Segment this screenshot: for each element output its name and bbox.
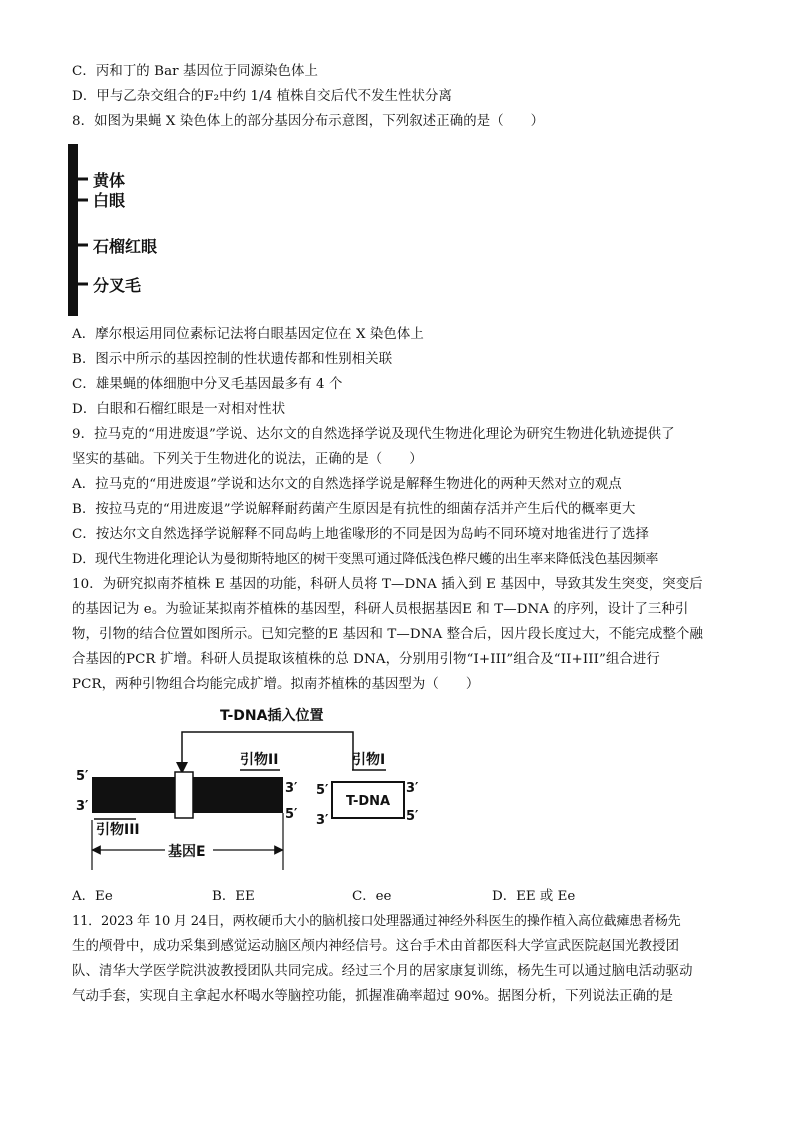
q11-stem-line-3: 队、清华大学医学院洪波教授团队共同完成。经过三个月的居家康复训练，杨先生可以通过脑电活动驱动 [72,964,693,979]
tdna-primer-figure [70,702,440,878]
tdna-left-bottom-end: 3′ [316,813,329,828]
q10-stem-line-4: 合基因的PCR 扩增。科研人员提取该植株的总 DNA，分别用引物“I+III”组合及“II+III”组合进行 [72,652,660,667]
gene-e-label: 基因E [168,844,206,860]
q7-option-d: D．甲与乙杂交组合的F₂中约 1/4 植株自交后代不发生性状分离 [72,89,453,104]
tdna-left-top-end: 5′ [316,783,329,798]
q7-option-c: C．丙和丁的 Bar 基因位于同源染色体上 [72,64,318,79]
q11-stem-line-2: 生的颅骨中，成功采集到感觉运动脑区颅内神经信号。这台手术由首都医科大学宣武医院赵国光教授团 [72,939,680,954]
q10-options [72,887,732,907]
q9-option-d: D．现代生物进化理论认为曼彻斯特地区的树干变黑可通过降低浅色桦尺蠖的出生率来降低浅色基因频率 [72,552,659,567]
gene-e-right-bottom-end: 5′ [285,807,298,822]
q10-option-a: A．Ee [72,889,113,904]
tdna-right-bottom-end: 5′ [406,809,419,824]
primer-3-label: 引物III [96,822,140,838]
q10-stem-line-2: 的基因记为 e。为验证某拟南芥植株的基因型，科研人员根据基因E 和 T—DNA 的序列，设计了三种引 [72,602,689,617]
q10-option-d: D．EE 或 Ee [492,889,576,904]
q10-option-c: C．ee [352,889,392,904]
tdna-box-label: T-DNA [346,794,391,809]
tdna-right-top-end: 3′ [406,781,419,796]
gene-label-2: 白眼 [93,191,126,210]
chromosome-bar [68,144,78,316]
primer-1-label: 引物I [352,752,386,768]
q9-option-b: B．按拉马克的“用进废退”学说解释耐药菌产生原因是有抗性的细菌存活并产生后代的概率更大 [72,502,636,517]
q8-option-a: A．摩尔根运用同位素标记法将白眼基因定位在 X 染色体上 [72,327,424,342]
gene-e-left-bottom-end: 3′ [76,799,89,814]
insertion-label: T-DNA插入位置 [220,708,324,724]
primer-2-label: 引物II [240,752,279,768]
q9-option-c: C．按达尔文自然选择学说解释不同岛屿上地雀喙形的不同是因为岛屿不同环境对地雀进行了选择 [72,527,649,542]
q11-stem-line-1: 11．2023 年 10 月 24日，两枚硬币大小的脑机接口处理器通过神经外科医生的操作植入高位截瘫患者杨先 [72,914,681,929]
q9-option-a: A．拉马克的“用进废退”学说和达尔文的自然选择学说是解释生物进化的两种天然对立的观点 [72,477,622,492]
q8-option-d: D．白眼和石榴红眼是一对相对性状 [72,402,286,417]
gene-e-right-top-end: 3′ [285,781,298,796]
q8-stem: 8．如图为果蝇 X 染色体上的部分基因分布示意图，下列叙述正确的是（ ） [72,114,545,129]
q10-stem-line-5: PCR，两种引物组合均能完成扩增。拟南芥植株的基因型为（ ） [72,677,480,692]
insertion-site-box [175,772,193,818]
q9-stem-line-1: 9．拉马克的“用进废退”学说、达尔文的自然选择学说及现代生物进化理论为研究生物进化轨迹提供了 [72,427,675,442]
gene-e-left-top-end: 5′ [76,769,89,784]
q8-option-b: B．图示中所示的基因控制的性状遗传都和性别相关联 [72,352,393,367]
q11-stem-line-4: 气动手套，实现自主拿起水杯喝水等脑控功能，抓握准确率超过 90%。据图分析，下列说法正确的是 [72,989,674,1004]
q10-stem-line-3: 物，引物的结合位置如图所示。已知完整的E 基因和 T—DNA 整合后，因片段长度过大，不能完成整个融 [72,627,704,642]
gene-label-1: 黄体 [93,171,126,190]
gene-label-4: 分叉毛 [93,276,142,295]
q10-option-b: B．EE [212,889,255,904]
x-chromosome-figure [66,142,176,318]
q10-stem-line-1: 10．为研究拟南芥植株 E 基因的功能，科研人员将 T—DNA 插入到 E 基因中，导致其发生突变，突变后 [72,577,703,592]
q8-option-c: C．雄果蝇的体细胞中分叉毛基因最多有 4 个 [72,377,343,392]
gene-label-3: 石榴红眼 [93,237,158,256]
q9-stem-line-2: 坚实的基础。下列关于生物进化的说法，正确的是（ ） [72,452,423,467]
